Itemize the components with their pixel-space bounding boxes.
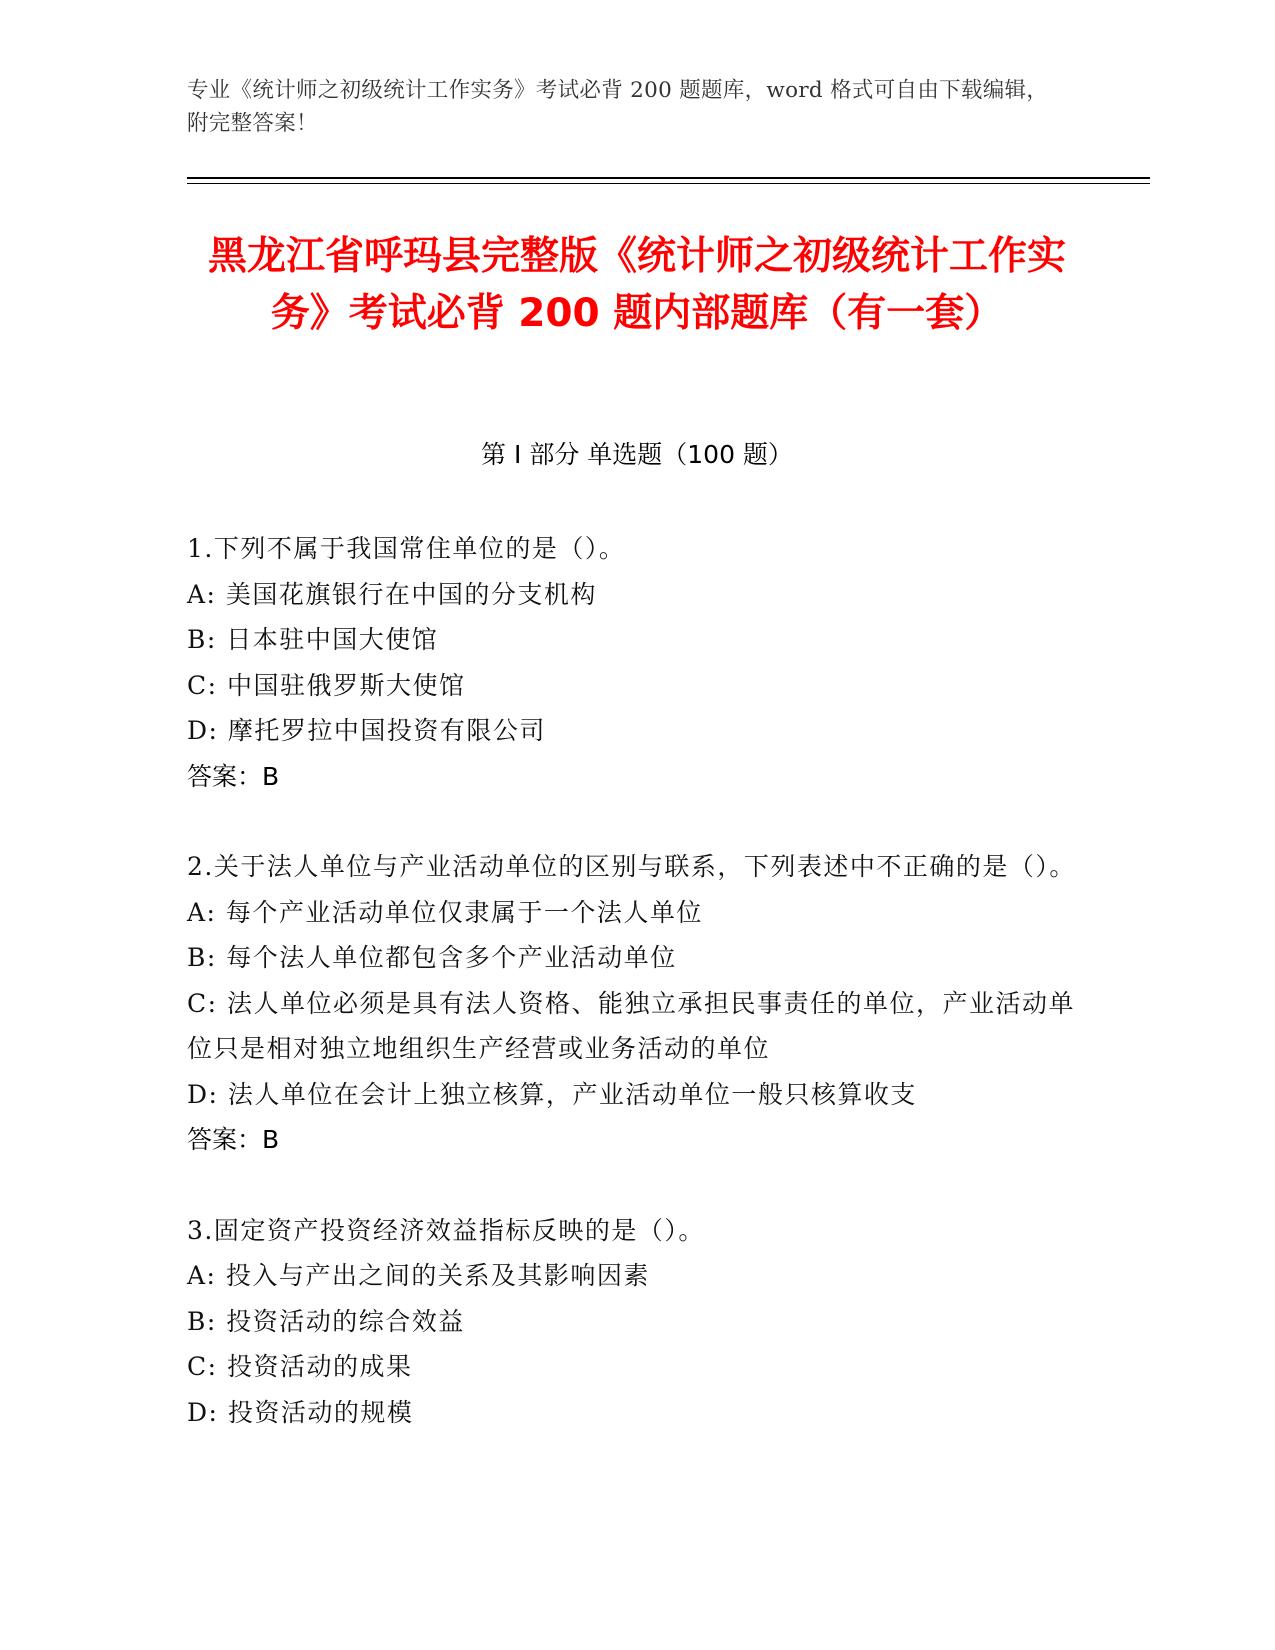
document-title: 黑龙江省呼玛县完整版《统计师之初级统计工作实务》考试必背 200 题内部题库（有一套） [207,234,1066,336]
header-rule-thin [187,183,1150,184]
option-b: B: 每个法人单位都包含多个产业活动单位 [187,943,677,972]
option-d: D: 摩托罗拉中国投资有限公司 [187,716,546,745]
question-stem: 2.关于法人单位与产业活动单位的区别与联系，下列表述中不正确的是（）。 [187,852,1076,881]
option-c: C: 法人单位必须是具有法人资格、能独立承担民事责任的单位，产业活动单位只是相对独立地组织生产经营或业务活动的单位 [187,988,1076,1063]
option-a: A: 投入与产出之间的关系及其影响因素 [187,1261,650,1290]
option-d: D: 投资活动的规模 [187,1397,414,1427]
section-heading: 第 I 部分 单选题（100 题） [481,440,793,469]
option-a: A: 美国花旗银行在中国的分支机构 [187,579,597,609]
question-stem: 1.下列不属于我国常住单位的是（）。 [187,534,626,563]
question-list [187,526,1087,1480]
option-b: B: 投资活动的综合效益 [187,1306,465,1336]
answer-line: 答案：B [187,761,280,791]
option-a: A: 每个产业活动单位仅隶属于一个法人单位 [187,897,703,927]
header-rule-thick [187,177,1150,179]
option-b: B: 日本驻中国大使馆 [187,625,439,654]
option-c: C: 中国驻俄罗斯大使馆 [187,670,466,700]
question-stem: 3.固定资产投资经济效益指标反映的是（）。 [187,1215,705,1245]
question-3 [187,1208,1087,1436]
question-1 [187,526,1087,799]
option-c: C: 投资活动的成果 [187,1352,413,1381]
header-note: 专业《统计师之初级统计工作实务》考试必背 200 题题库，word 格式可自由下载编辑，附完整答案！ [187,78,1049,136]
answer-line: 答案：B [187,1125,280,1154]
option-d: D: 法人单位在会计上独立核算，产业活动单位一般只核算收支 [187,1079,917,1109]
question-2 [187,844,1087,1163]
